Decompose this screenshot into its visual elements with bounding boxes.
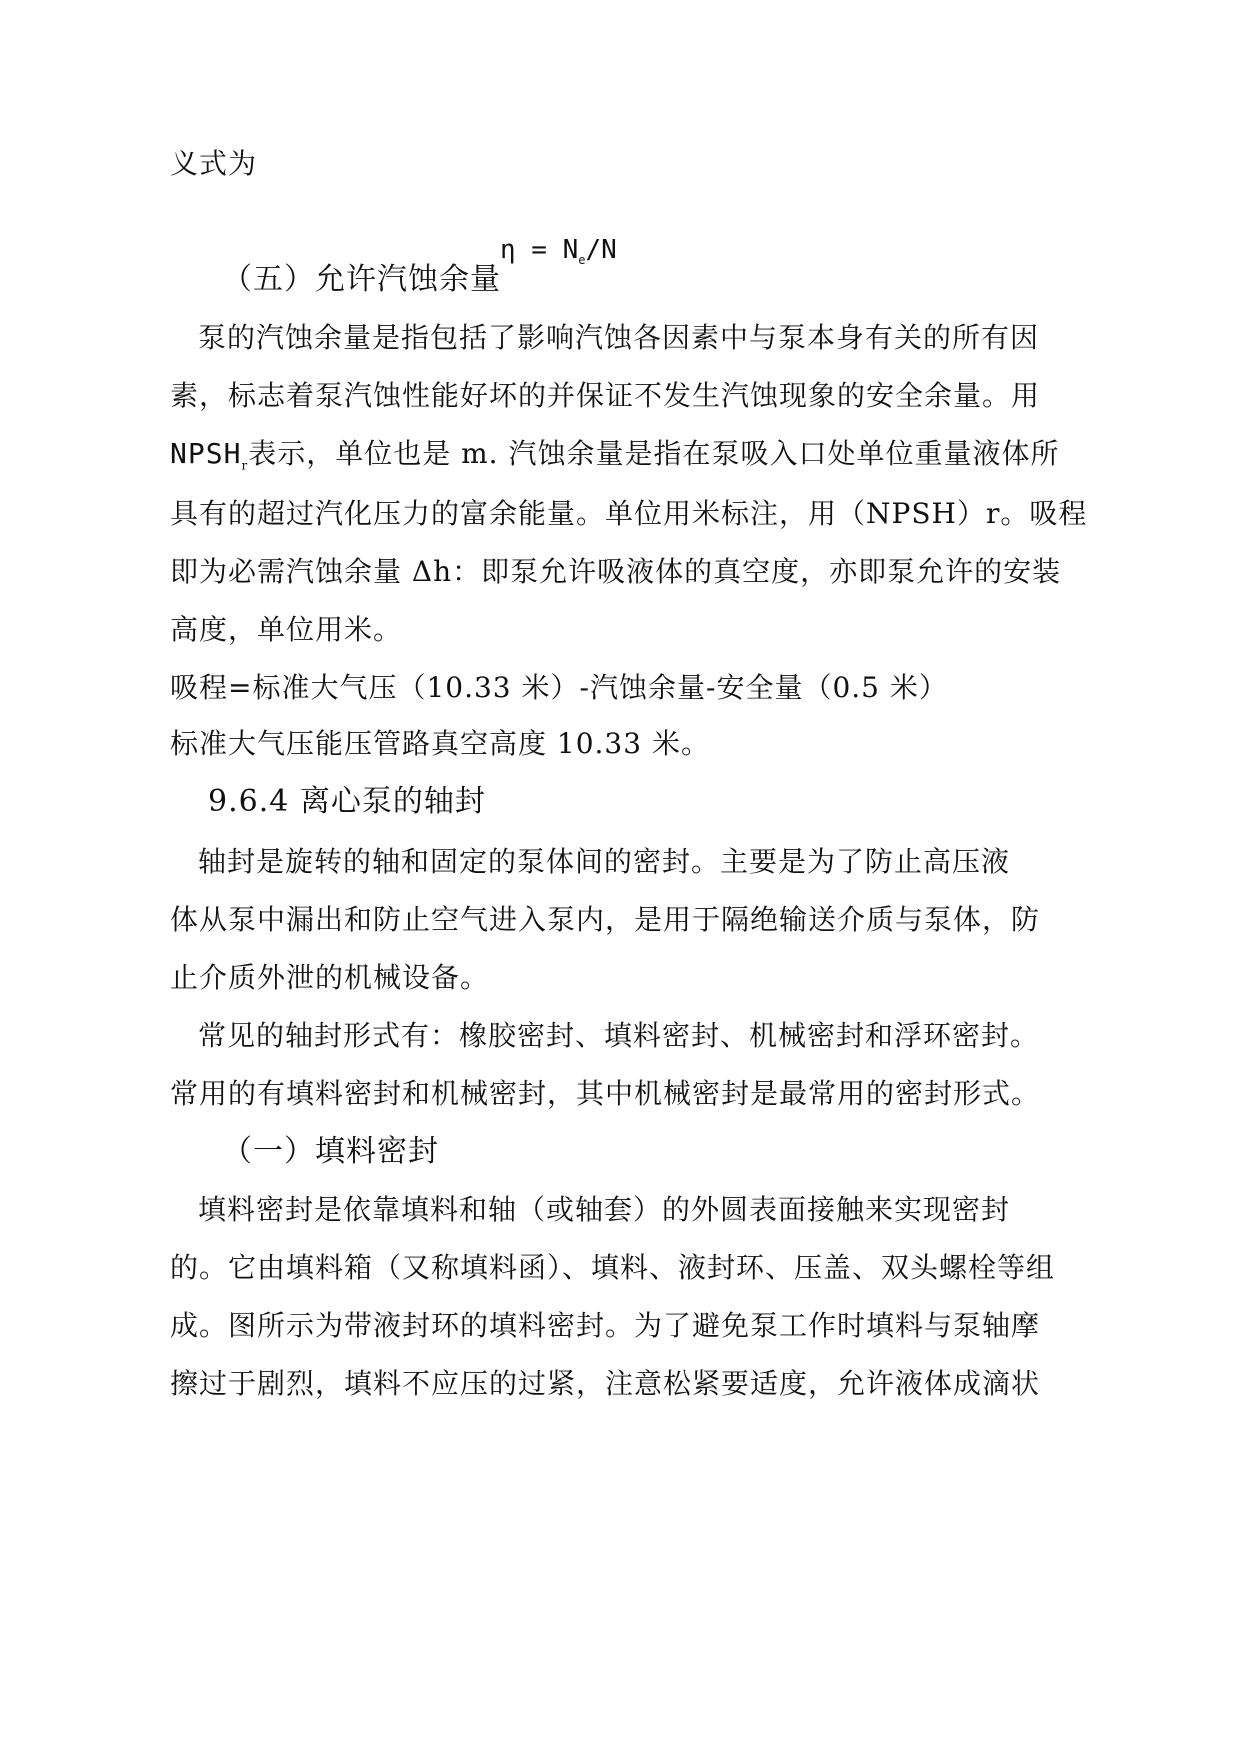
formula-subscript: e xyxy=(578,253,586,268)
paragraph-line: 的。它由填料箱（又称填料函）、填料、液封环、压盖、双头螺栓等组 xyxy=(170,1251,1056,1284)
paragraph-line: 高度，单位用米。 xyxy=(170,613,403,646)
paragraph-line: 轴封是旋转的轴和固定的泵体间的密封。主要是为了防止高压液 xyxy=(198,845,1011,878)
paragraph-line: 素，标志着泵汽蚀性能好坏的并保证不发生汽蚀现象的安全余量。用 xyxy=(170,379,1041,412)
paragraph-line: 常用的有填料密封和机械密封，其中机械密封是最常用的密封形式。 xyxy=(170,1077,1041,1110)
formula-lhs: η = N xyxy=(500,235,579,265)
npsh-symbol: NPSH xyxy=(170,437,242,470)
paragraph-line: 止介质外泄的机械设备。 xyxy=(170,961,490,994)
npsh-subscript: r xyxy=(241,458,249,473)
paragraph-line xyxy=(170,434,1080,474)
text-line: 标准大气压能压管路真空高度 10.33 米。 xyxy=(170,727,710,760)
paragraph-line: 体从泵中漏出和防止空气进入泵内，是用于隔绝输送介质与泵体，防 xyxy=(170,903,1041,936)
formula-rhs: /N xyxy=(585,235,617,265)
paragraph-line: 即为必需汽蚀余量 Δh：即泵允许吸液体的真空度，亦即泵允许的安装 xyxy=(170,555,1062,588)
paragraph-line: 填料密封是依靠填料和轴（或轴套）的外圆表面接触来实现密封 xyxy=(198,1193,1011,1226)
section-heading-npsh: （五）允许汽蚀余量 xyxy=(222,262,501,297)
paragraph-line: 具有的超过汽化压力的富余能量。单位用米标注，用（NPSH）r。吸程 xyxy=(170,497,1088,530)
section-heading-packing-seal: （一）填料密封 xyxy=(222,1134,439,1169)
paragraph-line: 成。图所示为带液封环的填料密封。为了避免泵工作时填料与泵轴摩 xyxy=(170,1309,1041,1342)
suction-lift-formula-line: 吸程=标准大气压（10.33 米）-汽蚀余量-安全量（0.5 米） xyxy=(170,671,948,704)
paragraph-line: 常见的轴封形式有：橡胶密封、填料密封、机械密封和浮环密封。 xyxy=(198,1019,1040,1052)
paragraph-line: 泵的汽蚀余量是指包括了影响汽蚀各因素中与泵本身有关的所有因 xyxy=(198,321,1040,354)
section-heading-shaft-seal: 9.6.4 离心泵的轴封 xyxy=(208,784,486,819)
text-line: 义式为 xyxy=(170,147,258,180)
paragraph-line-tail: 表示，单位也是 m. 汽蚀余量是指在泵吸入口处单位重量液体所 xyxy=(248,437,1060,470)
paragraph-line: 擦过于剧烈，填料不应压的过紧，注意松紧要适度，允许液体成滴状 xyxy=(170,1367,1041,1400)
